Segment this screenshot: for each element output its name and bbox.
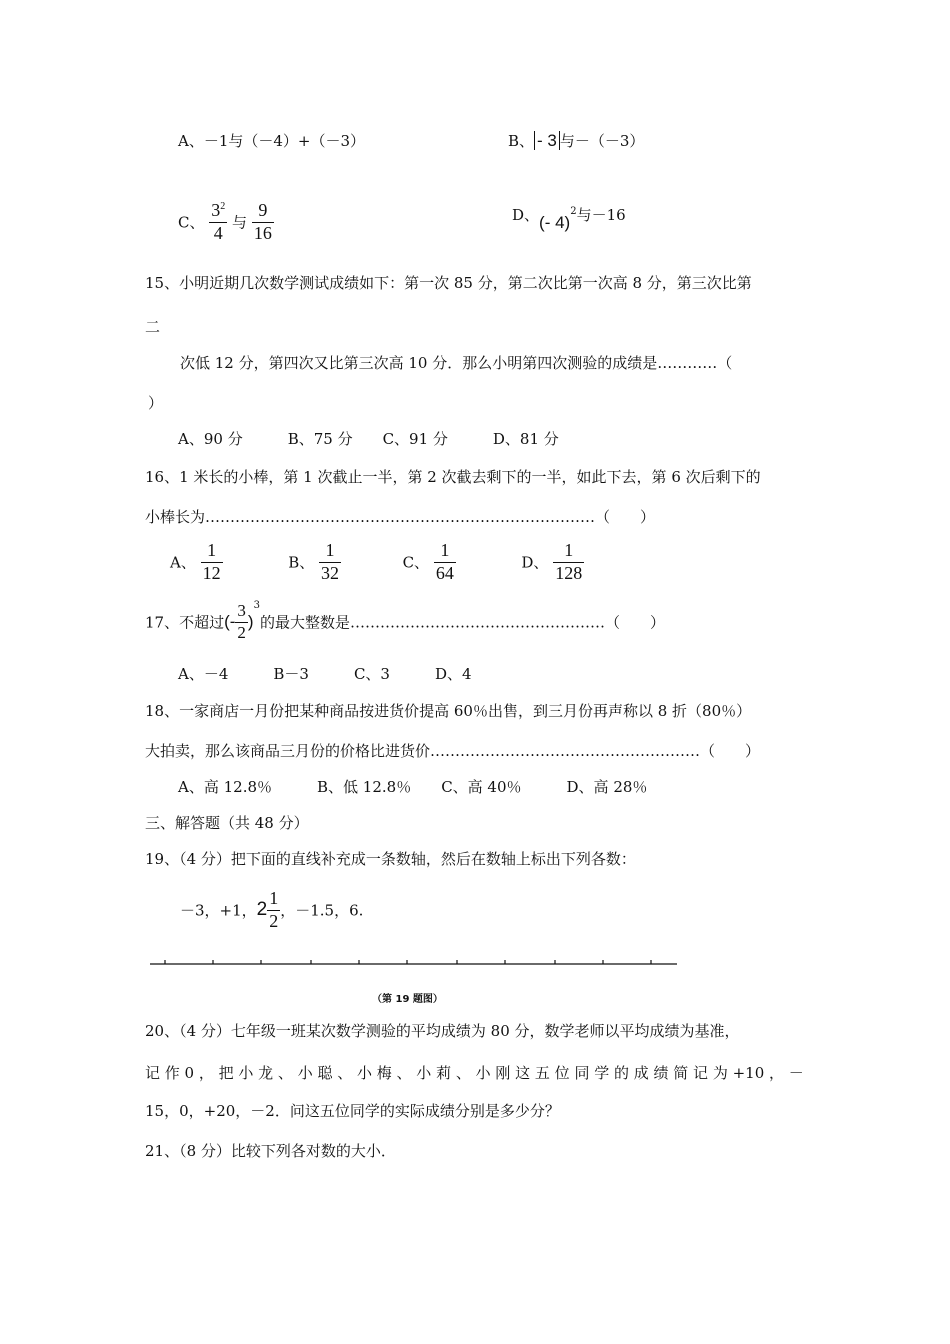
q14-option-a: A、－1与（－4）+（－3） — [178, 132, 366, 150]
q14-option-b: B、 - 3 与－（－3） — [508, 131, 645, 150]
q18-line1: 18、一家商店一月份把某种商品按进货价提高 60％出售，到三月份再声称以 8 折（80％） — [145, 702, 752, 720]
q17-options: A、－4 B－3 C、3 D、4 — [178, 665, 472, 683]
q19-numbers: －3，+1，2 $\frac{1}{2}$ ，－1.5，6. — [180, 888, 364, 931]
number-line — [145, 950, 685, 980]
q17-stem: 17、不超过(- $\frac{3}{2}$ )$^3$的最大整数是……………………………………………（ ） — [145, 600, 665, 642]
q18-line2: 大拍卖，那么该商品三月份的价格比进货价………………………………………………（ ） — [145, 742, 761, 760]
q21-line1: 21、（8 分）比较下列各对数的大小． — [145, 1142, 396, 1160]
q16-options: A、 $\frac{1}{12}$ B、 $\frac{1}{32}$ C、 $\frac{1}{64}$ D、 $\frac{1}{128}$ — [170, 540, 583, 583]
q15-options: A、90 分 B、75 分 C、91 分 D、81 分 — [178, 430, 559, 448]
q15-line3: 次低 12 分，第四次又比第三次高 10 分．那么小明第四次测验的成绩是…………（ — [180, 354, 733, 372]
fraction-c1: $\frac{3^2}{4}$ — [211, 200, 226, 243]
absolute-value: - 3 — [534, 131, 560, 150]
q15-line4: ） — [148, 394, 164, 412]
figure-caption: （第 19 题图） — [372, 994, 443, 1005]
fraction-c2: $\frac{9}{16}$ — [253, 200, 272, 243]
q15-line1: 15、小明近期几次数学测试成绩如下：第一次 85 分，第二次比第一次高 8 分，第三次比第 — [145, 274, 752, 292]
q14-option-d: D、(- 4)$^2$与－16 — [512, 206, 626, 232]
q18-options: A、高 12.8％ B、低 12.8％ C、高 40％ D、高 28％ — [178, 778, 648, 796]
section-heading: 三、解答题（共 48 分） — [145, 814, 309, 832]
q16-line1: 16、1 米长的小棒，第 1 次截止一半，第 2 次截去剩下的一半，如此下去，第 6 次后剩下的 — [145, 468, 761, 486]
q16-line2: 小棒长为……………………………………………………………………（ ） — [145, 508, 656, 526]
q20-line1: 20、（4 分）七年级一班某次数学测验的平均成绩为 80 分，数学老师以平均成绩为基准， — [145, 1022, 740, 1040]
q14-option-c: C、 $\frac{3^2}{4}$ 与 $\frac{9}{16}$ — [178, 200, 272, 243]
q15-line2: 二 — [145, 318, 161, 336]
q20-line3: 15，0，+20，－2．问这五位同学的实际成绩分别是多少分？ — [145, 1102, 560, 1120]
q19-line1: 19、（4 分）把下面的直线补充成一条数轴，然后在数轴上标出下列各数： — [145, 850, 636, 868]
q20-line2: 记 作 0 ， 把 小 龙 、 小 聪 、 小 梅 、 小 莉 、 小 刚 这 五 位 同 学 的 成 绩 简 记 为 +10 ， － — [145, 1064, 804, 1082]
